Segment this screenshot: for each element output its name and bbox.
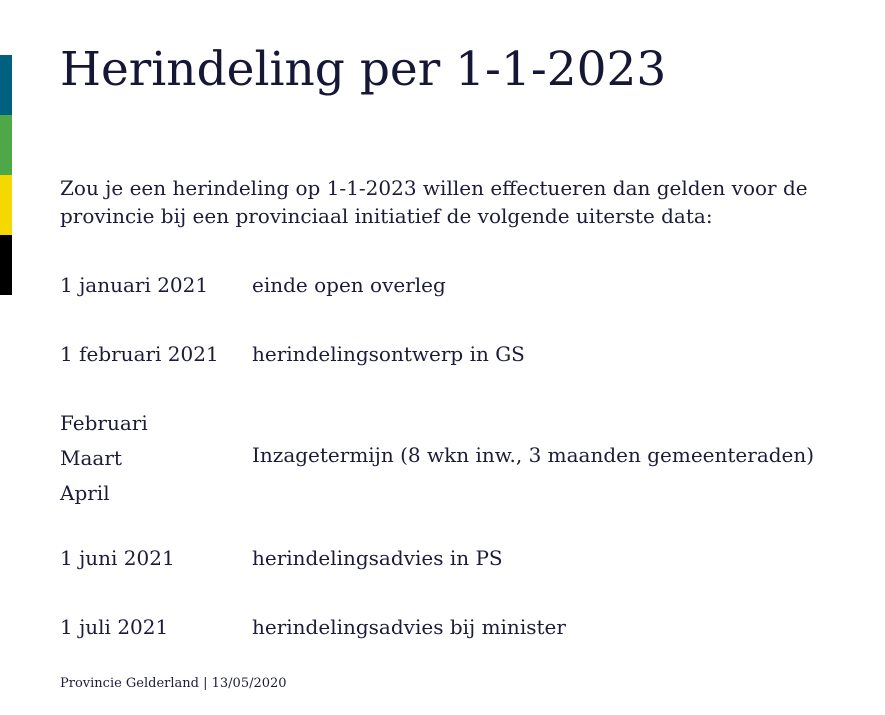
page-title: Herindeling per 1-1-2023 <box>60 42 667 97</box>
schedule-desc: herindelingsadvies bij minister <box>252 615 566 639</box>
schedule-months <box>60 406 148 511</box>
month-label: Februari <box>60 411 148 435</box>
schedule-date: 1 juli 2021 <box>60 615 169 639</box>
schedule-date: 1 juni 2021 <box>60 546 175 570</box>
schedule-desc: einde open overleg <box>252 273 446 297</box>
footer-text: Provincie Gelderland | 13/05/2020 <box>60 676 287 691</box>
brand-stripe-yellow <box>0 175 12 235</box>
month-label: April <box>60 481 110 505</box>
brand-stripe-blue <box>0 55 12 115</box>
brand-stripe-green <box>0 115 12 175</box>
schedule-desc: herindelingsadvies in PS <box>252 546 503 570</box>
schedule-date: 1 januari 2021 <box>60 273 209 297</box>
intro-text: Zou je een herindeling op 1-1-2023 willen effectueren dan gelden voor de provincie bij een provinciaal initiatief de volgende uiterste data: <box>60 176 808 228</box>
schedule-desc: herindelingsontwerp in GS <box>252 342 525 366</box>
brand-stripe-black <box>0 235 12 295</box>
month-label: Maart <box>60 446 122 470</box>
schedule-date: 1 februari 2021 <box>60 342 219 366</box>
schedule-desc: Inzagetermijn (8 wkn inw., 3 maanden gemeenteraden) <box>252 443 815 467</box>
